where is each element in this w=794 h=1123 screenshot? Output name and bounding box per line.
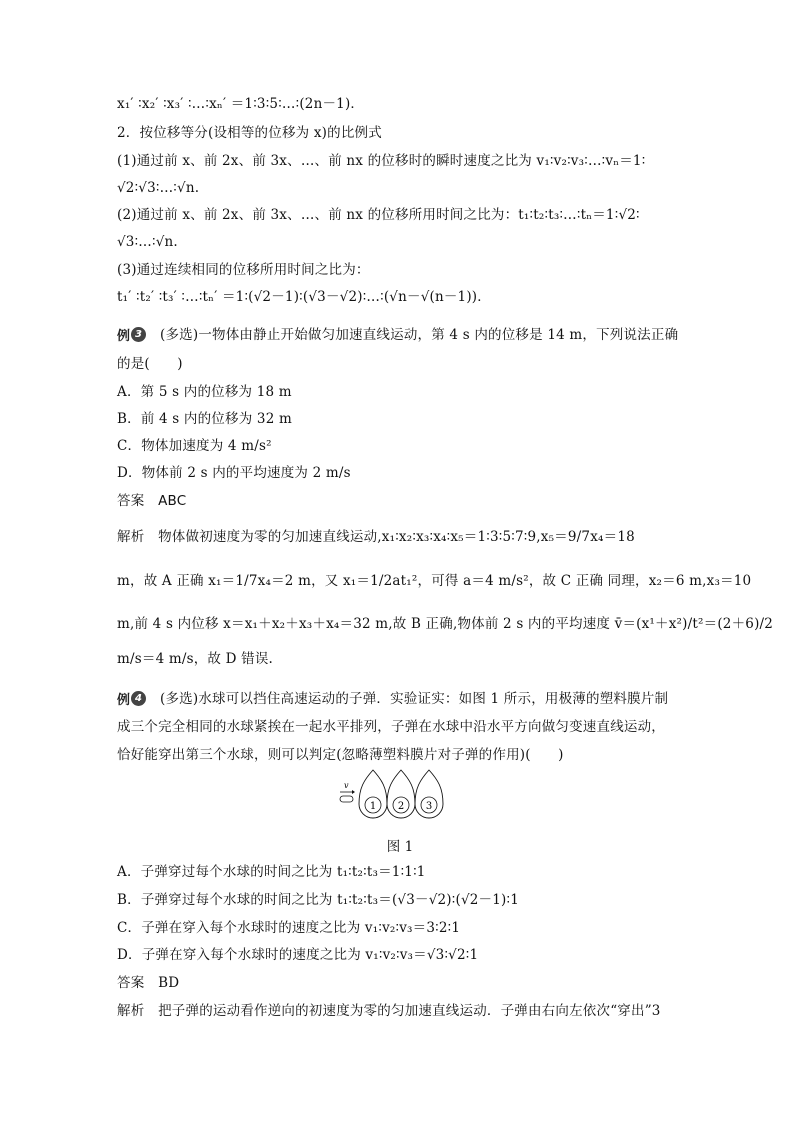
water-balls-figure [330,768,470,828]
bullet-icon [340,790,355,802]
option-c: C．物体加速度为 4 m/s² [117,438,272,454]
item-1-line2: √2∶√3∶…∶√n. [117,180,200,196]
analysis-3-line4: m/s＝4 m/s，故 D 错误. [117,651,274,667]
item-3-line2: t₁′ ∶t₂′ ∶t₃′ ∶…∶tₙ′ ＝1∶(√2－1)∶(√3－√2)∶…∶(√n－√(n－1))． [117,289,491,305]
analysis-3-line3: m,前 4 s 内位移 x＝x₁＋x₂＋x₃＋x₄＝32 m,故 B 正确,物体前 2 s 内的平均速度 v̄＝(x¹＋x²)/t²＝(2＋6)/2 [117,616,774,632]
ball-2-label: 2 [397,801,405,812]
example-number-icon: 4 [131,691,146,706]
analysis-3-line1: 解析 物体做初速度为零的匀加速直线运动,x₁∶x₂∶x₃∶x₄∶x₅＝1∶3∶5∶7∶9,x₅＝9/7x₄＝18 [117,529,635,545]
option-d: D．物体前 2 s 内的平均速度为 2 m/s [117,465,351,481]
analysis-3-line2: m，故 A 正确 x₁＝1/7x₄＝2 m，又 x₁＝1/2at₁²，可得 a＝4 m/s²，故 C 正确 同理，x₂＝6 m,x₃＝10 [117,573,752,589]
velocity-label: v [344,781,349,790]
analysis-4-line1: 解析 把子弹的运动看作逆向的初速度为零的匀加速直线运动．子弹由右向左依次“穿出”3 [117,1003,661,1019]
option-4b: B．子弹穿过每个水球的时间之比为 t₁∶t₂∶t₃＝(√3－√2)∶(√2－1)∶1 [117,892,519,908]
figure-caption: 图 1 [386,839,414,855]
item-2-line1: (2)通过前 x、前 2x、前 3x、…、前 nx 的位移所用时间之比为：t₁∶t₂∶t₃∶…∶tₙ＝1∶√2∶ [117,207,640,223]
example-4-question-line3: 恰好能穿出第三个水球，则可以判定(忽略薄塑料膜片对子弹的作用)( ) [117,747,564,763]
option-4a: A．子弹穿过每个水球的时间之比为 t₁∶t₂∶t₃＝1∶1∶1 [117,864,426,880]
section-heading-2: 2．按位移等分(设相等的位移为 x)的比例式 [117,125,382,141]
ratio-line-xn: x₁′ ∶x₂′ ∶x₃′ ∶…∶xₙ′ ＝1∶3∶5∶…∶(2n－1)． [117,96,365,112]
answer-3: 答案 ABC [117,493,187,509]
answer-4: 答案 BD [117,975,180,991]
example-3-badge [117,325,146,344]
example-3-question: (多选)一物体由静止开始做匀加速直线运动，第 4 s 内的位移是 14 m，下列说法正确 [160,327,679,343]
item-2-line2: √3∶…∶√n. [117,234,178,250]
ball-3-label: 3 [425,801,433,812]
example-3-question-end: 的是( ) [117,356,183,372]
example-4-badge [117,689,146,708]
item-3-line1: (3)通过连续相同的位移所用时间之比为： [117,262,370,278]
example-label: 例 [117,693,131,708]
option-b: B．前 4 s 内的位移为 32 m [117,411,292,427]
option-4c: C．子弹在穿入每个水球时的速度之比为 v₁∶v₂∶v₃＝3∶2∶1 [117,920,461,936]
item-1-line1: (1)通过前 x、前 2x、前 3x、…、前 nx 的位移时的瞬时速度之比为 v₁∶v₂∶v₃∶…∶vₙ＝1∶ [117,153,646,169]
example-4-question-line1: (多选)水球可以挡住高速运动的子弹．实验证实：如图 1 所示，用极薄的塑料膜片制 [160,691,669,707]
example-label: 例 [117,329,131,344]
example-number-icon: 3 [131,327,146,342]
option-4d: D．子弹在穿入每个水球时的速度之比为 v₁∶v₂∶v₃＝√3∶√2∶1 [117,947,479,963]
example-4-question-line2: 成三个完全相同的水球紧挨在一起水平排列，子弹在水球中沿水平方向做匀变速直线运动， [117,719,665,735]
ball-1-label: 1 [369,801,377,812]
option-a: A．第 5 s 内的位移为 18 m [117,384,292,400]
